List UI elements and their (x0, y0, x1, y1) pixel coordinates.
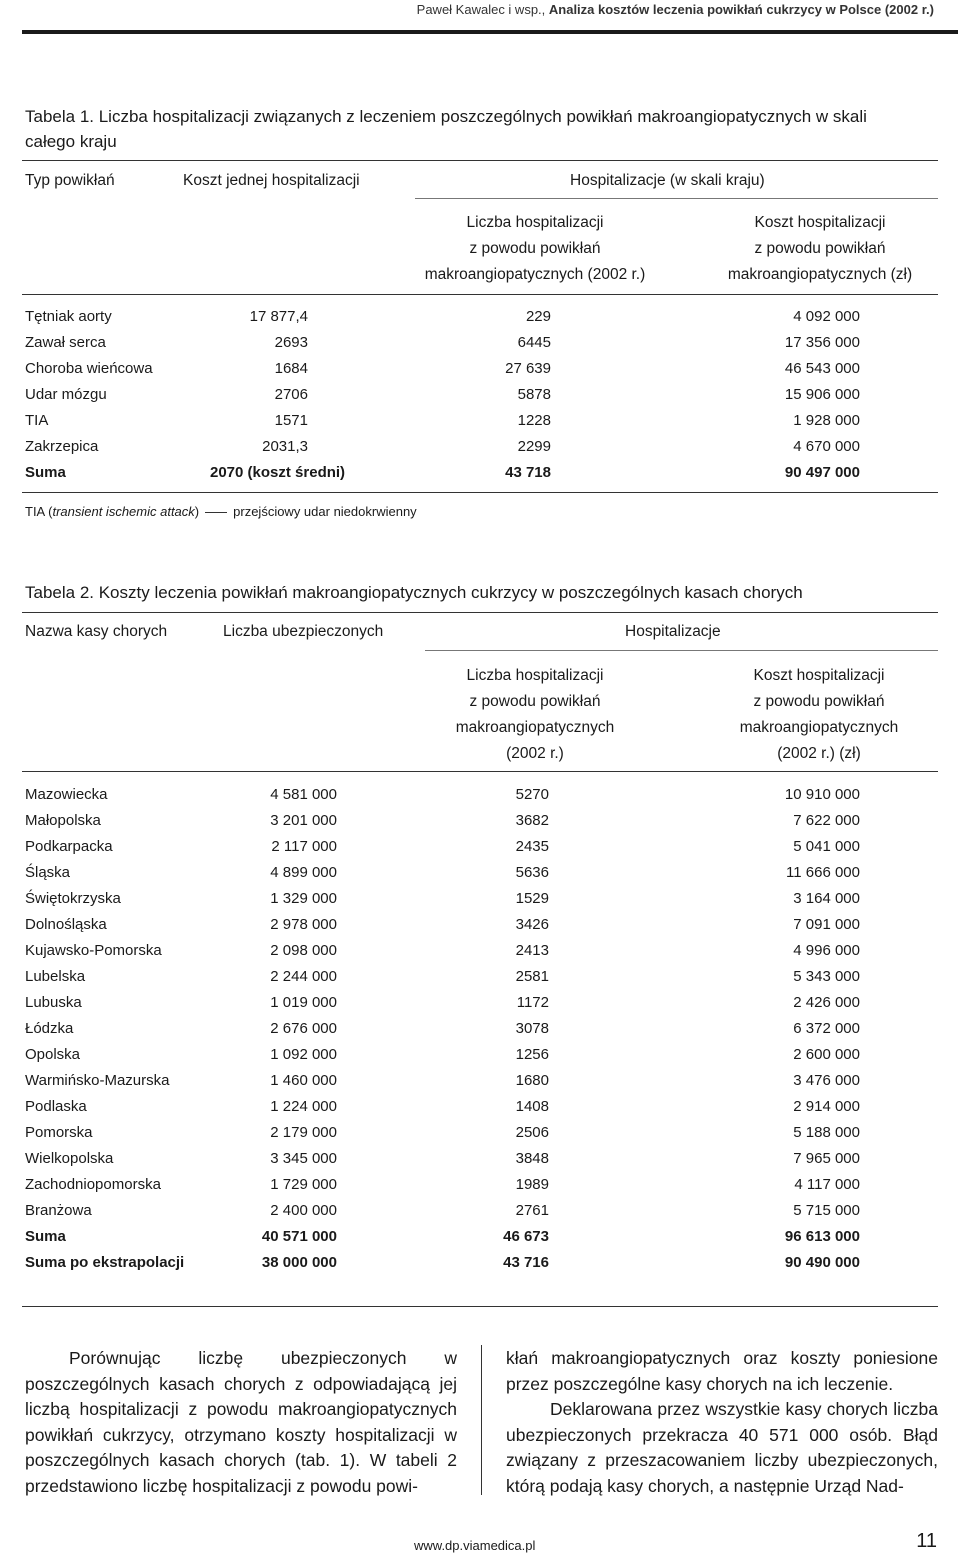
table2-cell-count: 1256 (515, 1046, 549, 1063)
table2-sub2-line4: (2002 r.) (zł) (777, 745, 861, 762)
page-number: 11 (916, 1530, 937, 1552)
table1-cell-total: 17 356 000 (784, 334, 860, 351)
table1-cell-count: 5878 (517, 386, 551, 403)
table2-cell-total: 90 490 000 (784, 1254, 860, 1271)
table2-cell-insured: 40 571 000 (261, 1228, 337, 1245)
table2-cell-insured: 1 460 000 (270, 1072, 337, 1089)
table2-cell-total: 2 426 000 (793, 994, 860, 1011)
table2-cell-total: 5 188 000 (793, 1124, 860, 1141)
table2-cell-name: Podlaska (25, 1098, 87, 1115)
table2-cell-count: 1172 (516, 994, 549, 1011)
table2-cell-count: 1408 (515, 1098, 549, 1115)
table2-header-insured: Liczba ubezpieczonych (223, 623, 384, 640)
table2-cell-count: 2761 (515, 1202, 549, 1219)
running-head-authors: Paweł Kawalec i wsp., (416, 2, 549, 17)
table2-cell-total: 3 164 000 (793, 890, 860, 907)
table2-cell-insured: 1 092 000 (270, 1046, 337, 1063)
table2-cell-name: Świętokrzyska (25, 890, 121, 907)
table2-sub1-line3: makroangiopatycznych (455, 719, 615, 736)
table1-sub1-line2: z powodu powikłań (469, 240, 601, 257)
table1-caption-line2: całego kraju (25, 132, 117, 151)
table1-cell-type: Choroba wieńcowa (25, 360, 153, 377)
table1-cell-cost: 1571 (274, 412, 308, 429)
header-rule (22, 30, 958, 34)
table2-header-group: Hospitalizacje (625, 623, 721, 640)
table2-cell-name: Śląska (25, 864, 71, 881)
table2-cell-insured: 2 676 000 (270, 1020, 337, 1037)
table2-cell-count: 3682 (515, 812, 549, 829)
table1-cell-count: 6445 (517, 334, 551, 351)
table2-caption: Tabela 2. Koszty leczenia powikłań makroangiopatycznych cukrzycy w poszczególnych kasach chorych (25, 583, 803, 602)
footnote-abbr: TIA ( (25, 504, 53, 519)
table1-sub1-line3: makroangiopatycznych (2002 r.) (424, 266, 646, 283)
table2-cell-name: Kujawsko-Pomorska (25, 942, 162, 959)
table1-cell-count: 43 718 (505, 464, 551, 481)
table2-cell-name: Suma po ekstrapolacji (25, 1254, 185, 1271)
table2-cell-name: Małopolska (25, 812, 101, 829)
table2-cell-insured: 3 201 000 (270, 812, 337, 829)
table2-cell-name: Opolska (25, 1046, 81, 1063)
table2-cell-insured: 2 117 000 (271, 838, 337, 855)
table2-cell-total: 5 343 000 (793, 968, 860, 985)
table1-cell-cost: 2693 (274, 334, 308, 351)
table2-cell-total: 6 372 000 (793, 1020, 860, 1037)
table2-cell-name: Mazowiecka (25, 786, 108, 803)
table2-sub1-line1: Liczba hospitalizacji (466, 667, 604, 684)
table2-cell-count: 1529 (515, 890, 549, 907)
table2-cell-name: Łódzka (25, 1020, 74, 1037)
body-right-paragraph-2: Deklarowana przez wszystkie kasy chorych liczba ubezpieczonych przekracza 40 571 000 osób. Błąd związany z przeszacowaniem liczby ubezpieczonych, którą podają kasy chorych, a następnie Urząd Nad- (506, 1399, 938, 1496)
table2-cell-insured: 2 098 000 (270, 942, 337, 959)
table2-cell-insured: 2 400 000 (270, 1202, 337, 1219)
body-right-paragraph-1: kłań makroangiopatycznych oraz koszty poniesione przez poszczególne kasy chorych na ich leczenie. (506, 1348, 938, 1394)
table1-header-group: Hospitalizacje (w skali kraju) (570, 172, 765, 189)
table1-cell-cost: 1684 (274, 360, 308, 377)
table1-top-rule (22, 160, 938, 161)
table2-cell-total: 4 117 000 (794, 1176, 860, 1193)
table1-header-type: Typ powikłań (25, 172, 115, 189)
table2-cell-total: 2 914 000 (793, 1098, 860, 1115)
table1-subheader-total (670, 210, 960, 288)
table1-caption (25, 104, 940, 154)
table2-sub1-line4: (2002 r.) (506, 745, 564, 762)
table2-cell-insured: 38 000 000 (261, 1254, 337, 1271)
table2-cell-total: 5 715 000 (793, 1202, 860, 1219)
table1-sub1-line1: Liczba hospitalizacji (466, 214, 604, 231)
table2-cell-count: 3078 (515, 1020, 549, 1037)
table2-cell-name: Wielkopolska (25, 1150, 114, 1167)
table2-cell-total: 7 965 000 (793, 1150, 860, 1167)
table1-cell-total: 4 092 000 (793, 308, 860, 325)
table2-cell-insured: 1 729 000 (270, 1176, 337, 1193)
column-divider (481, 1345, 482, 1495)
table1-sub2-line3: makroangiopatycznych (zł) (727, 266, 913, 283)
table2-cell-count: 46 673 (503, 1228, 549, 1245)
table1-cell-total: 4 670 000 (793, 438, 860, 455)
table2-cell-name: Zachodniopomorska (25, 1176, 161, 1193)
table2-cell-insured: 1 224 000 (270, 1098, 337, 1115)
table2-cell-count: 43 716 (503, 1254, 549, 1271)
table2-cell-count: 3426 (515, 916, 549, 933)
body-column-left: Porównując liczbę ubezpieczonych w poszczególnych kasach chorych z odpowiadającą jej liczbą hospitalizacji z powodu makroangiopatycznych powikłań cukrzycy, otrzymano koszty hospitalizacji w poszczególnych kasach chorych (tab. 1). W tabeli 2 przedstawiono liczbę hospitalizacji z powodu powi- (25, 1348, 457, 1496)
footnote-dash (205, 512, 227, 513)
table2-cell-total: 5 041 000 (793, 838, 860, 855)
table1-header-bottom-rule (22, 294, 938, 295)
table1-caption-line1: Tabela 1. Liczba hospitalizacji związanych z leczeniem poszczególnych powikłań makroangiopatycznych w skali (25, 107, 867, 126)
footnote-meaning: przejściowy udar niedokrwienny (233, 504, 417, 519)
table2-cell-insured: 1 019 000 (270, 994, 337, 1011)
table2-sub1-line2: z powodu powikłań (469, 693, 601, 710)
table1-cell-type: Udar mózgu (25, 386, 107, 403)
table1-footnote (25, 504, 417, 519)
table2-cell-insured: 4 899 000 (270, 864, 337, 881)
table1-cell-count: 2299 (517, 438, 551, 455)
table1-sub2-line2: z powodu powikłań (754, 240, 886, 257)
table1-cell-type: TIA (25, 412, 49, 429)
footer-url[interactable]: www.dp.viamedica.pl (414, 1538, 536, 1553)
table2-cell-insured: 2 978 000 (270, 916, 337, 933)
table1-cell-count: 1228 (517, 412, 551, 429)
table2-cell-total: 2 600 000 (793, 1046, 860, 1063)
table2-cell-name: Warmińsko-Mazurska (25, 1072, 170, 1089)
table2-cell-insured: 1 329 000 (270, 890, 337, 907)
table1-header-cost: Koszt jednej hospitalizacji (183, 172, 360, 189)
table1-cell-type: Zawał serca (25, 334, 106, 351)
table1-cell-total: 90 497 000 (784, 464, 860, 481)
table1-cell-type: Suma (25, 464, 66, 481)
table2-cell-count: 3848 (515, 1150, 549, 1167)
table2-cell-total: 7 091 000 (793, 916, 860, 933)
table1-group-rule (415, 198, 938, 199)
table1-cell-count: 27 639 (505, 360, 551, 377)
running-head-title: Analiza kosztów leczenia powikłań cukrzycy w Polsce (2002 r.) (548, 2, 934, 17)
table2-cell-name: Lubelska (25, 968, 86, 985)
table1-cell-cost: 17 877,4 (249, 308, 308, 325)
table2-cell-count: 2413 (515, 942, 549, 959)
table2-cell-insured: 2 179 000 (270, 1124, 337, 1141)
table1-cell-type: Zakrzepica (25, 438, 99, 455)
table2-top-rule (22, 612, 938, 613)
table2-cell-count: 1989 (515, 1176, 549, 1193)
table2-bottom-rule (22, 1306, 938, 1307)
table1-cell-type: Tętniak aorty (25, 308, 112, 325)
table1-cell-cost: 2031,3 (262, 438, 308, 455)
table1-cell-count: 229 (525, 308, 551, 325)
table2-cell-name: Suma (25, 1228, 66, 1245)
table2-header-bottom-rule (22, 771, 938, 772)
table2-cell-count: 5270 (515, 786, 549, 803)
table2-sub2-line1: Koszt hospitalizacji (753, 667, 885, 684)
table1-cell-total: 46 543 000 (784, 360, 860, 377)
table2-header-name: Nazwa kasy chorych (25, 623, 168, 640)
table2-cell-insured: 4 581 000 (270, 786, 337, 803)
table2-group-rule (425, 650, 938, 651)
table2-cell-total: 11 666 000 (786, 864, 860, 881)
table2-cell-total: 96 613 000 (784, 1228, 860, 1245)
table2-cell-insured: 2 244 000 (270, 968, 337, 985)
table2-cell-insured: 3 345 000 (270, 1150, 337, 1167)
table2-cell-name: Podkarpacka (25, 838, 113, 855)
table2-cell-count: 5636 (515, 864, 549, 881)
table2-cell-total: 10 910 000 (784, 786, 860, 803)
table1-cell-cost: 2070 (koszt średni) (210, 464, 346, 481)
table2-cell-name: Lubuska (25, 994, 82, 1011)
table2-subheader-count (385, 663, 685, 767)
table2-sub2-line3: makroangiopatycznych (739, 719, 899, 736)
running-head (417, 2, 934, 17)
table2-cell-count: 2506 (515, 1124, 549, 1141)
table2-cell-count: 2581 (515, 968, 549, 985)
table1-cell-total: 15 906 000 (784, 386, 860, 403)
table2-cell-count: 2435 (515, 838, 549, 855)
table2-cell-total: 3 476 000 (793, 1072, 860, 1089)
footnote-expansion: transient ischemic attack (52, 504, 195, 519)
table1-subheader-count (385, 210, 685, 288)
table2-cell-total: 4 996 000 (793, 942, 860, 959)
body-column-right (506, 1346, 938, 1499)
table1-cell-cost: 2706 (274, 386, 308, 403)
footnote-close: ) (194, 504, 200, 519)
table2-sub2-line2: z powodu powikłań (753, 693, 885, 710)
table2-cell-name: Dolnośląska (25, 916, 107, 933)
table1-cell-total: 1 928 000 (793, 412, 860, 429)
table2-cell-name: Pomorska (25, 1124, 93, 1141)
table2-cell-total: 7 622 000 (793, 812, 860, 829)
table1-bottom-rule (22, 492, 938, 493)
table2-cell-name: Branżowa (25, 1202, 92, 1219)
table2-cell-count: 1680 (515, 1072, 549, 1089)
table2-subheader-total (669, 663, 960, 767)
table1-sub2-line1: Koszt hospitalizacji (754, 214, 886, 231)
